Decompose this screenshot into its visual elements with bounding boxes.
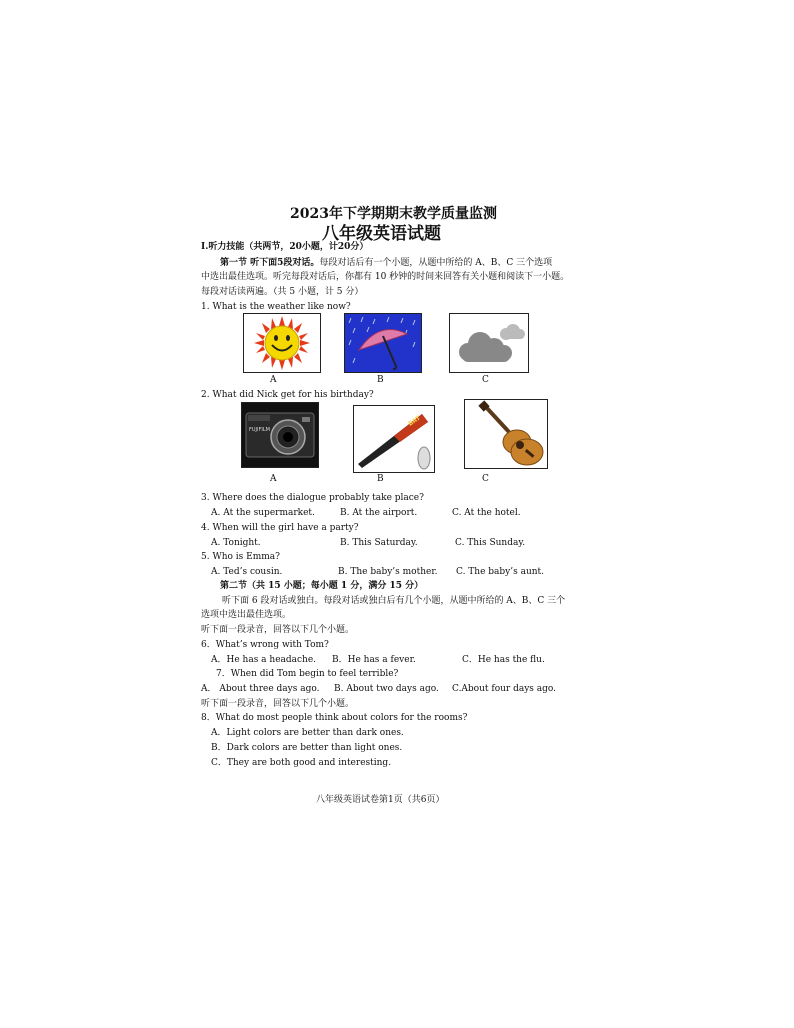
- section2-listen-2: 听下面一段录音，回答以下几个小题。: [201, 699, 355, 709]
- q2-label-a: A: [270, 474, 277, 484]
- exam-subtitle: 八年级英语试题: [322, 224, 441, 244]
- q5-text: 5. Who is Emma?: [201, 552, 280, 562]
- q2-option-c-image: [464, 399, 548, 469]
- q1-label-a: A: [270, 375, 277, 385]
- section2-listen-1: 听下面一段录音，回答以下几个小题。: [201, 625, 355, 635]
- camera-icon: [242, 403, 318, 467]
- guitar-icon: [465, 400, 547, 468]
- q4-option-c: C. This Sunday.: [455, 538, 526, 548]
- q3-option-a: A. At the supermarket.: [211, 508, 315, 518]
- q7-option-c: C.About four days ago.: [452, 684, 557, 694]
- q8-option-c: C．They are both good and interesting.: [211, 758, 392, 768]
- q1-label-c: C: [482, 375, 489, 385]
- sun-icon: [244, 314, 320, 372]
- q7-option-a: A． About three days ago.: [201, 684, 320, 694]
- q6-text: 6．What’s wrong with Tom?: [201, 640, 329, 650]
- q6-option-b: B．He has a fever.: [332, 655, 416, 665]
- q2-text: 2. What did Nick get for his birthday?: [201, 390, 374, 400]
- section1-line1: [220, 256, 552, 270]
- section2-intro-a: 听下面 6 段对话或独白。每段对话或独白后有几个小题，从题中所给的 A、B、C 三个: [222, 596, 566, 606]
- q6-option-a: A．He has a headache.: [211, 655, 317, 665]
- q2-option-b-image: [353, 405, 435, 473]
- section1-intro-c: 每段对话读两遍。（共 5 小题，计 5 分）: [201, 287, 364, 297]
- camera-brand: FUJIFILM: [249, 427, 270, 433]
- q3-option-b: B. At the airport.: [340, 508, 418, 518]
- section2-intro-b: 选项中选出最佳选项。: [201, 610, 292, 620]
- section2-heading: 第二节（共 15 小题；每小题 1 分，满分 15 分）: [220, 581, 424, 591]
- q1-label-b: B: [377, 375, 384, 385]
- q3-option-c: C. At the hotel.: [452, 508, 521, 518]
- q8-option-a: A．Light colors are better than dark ones.: [211, 728, 404, 738]
- q7-text: 7．When did Tom begin to feel terrible?: [216, 669, 399, 679]
- page-footer: 八年级英语试卷第1页（共6页）: [316, 795, 445, 805]
- q2-label-c: C: [482, 474, 489, 484]
- q3-text: 3. Where does the dialogue probably take place?: [201, 493, 424, 503]
- section1-intro-b: 中选出最佳选项。听完每段对话后，你都有 10 秒钟的时间来回答有关小题和阅读下一小题。: [201, 272, 570, 282]
- q4-option-a: A. Tonight.: [211, 538, 261, 548]
- q7-option-b: B. About two days ago.: [334, 684, 439, 694]
- q1-option-b-image: [344, 313, 422, 373]
- q4-option-b: B. This Saturday.: [340, 538, 418, 548]
- q5-option-a: A. Ted’s cousin.: [211, 567, 283, 577]
- q8-option-b: B．Dark colors are better than light ones.: [211, 743, 403, 753]
- rain-umbrella-icon: [345, 314, 421, 372]
- q1-option-c-image: [449, 313, 529, 373]
- part1-heading: Ⅰ.听力技能（共两节，20小题，计20分）: [201, 242, 369, 252]
- q1-option-a-image: [243, 313, 321, 373]
- q5-option-b: B. The baby’s mother.: [338, 567, 438, 577]
- exam-title: 2023年下学期期末教学质量监测: [290, 206, 497, 222]
- q2-option-a-image: [241, 402, 319, 468]
- section1-intro-a: 每段对话后有一个小题，从题中所给的 A、B、C 三个选项: [319, 258, 553, 268]
- q6-option-c: C．He has the flu.: [462, 655, 545, 665]
- q1-text: 1. What is the weather like now?: [201, 302, 351, 312]
- bat-label: BAT: [407, 414, 422, 428]
- baseball-bat-icon: [354, 406, 434, 472]
- section1-heading: 第一节 听下面5段对话。: [220, 258, 320, 268]
- q8-text: 8．What do most people think about colors for the rooms?: [201, 713, 468, 723]
- q2-label-b: B: [377, 474, 384, 484]
- q4-text: 4. When will the girl have a party?: [201, 523, 359, 533]
- cloud-icon: [450, 314, 528, 372]
- q5-option-c: C. The baby’s aunt.: [456, 567, 545, 577]
